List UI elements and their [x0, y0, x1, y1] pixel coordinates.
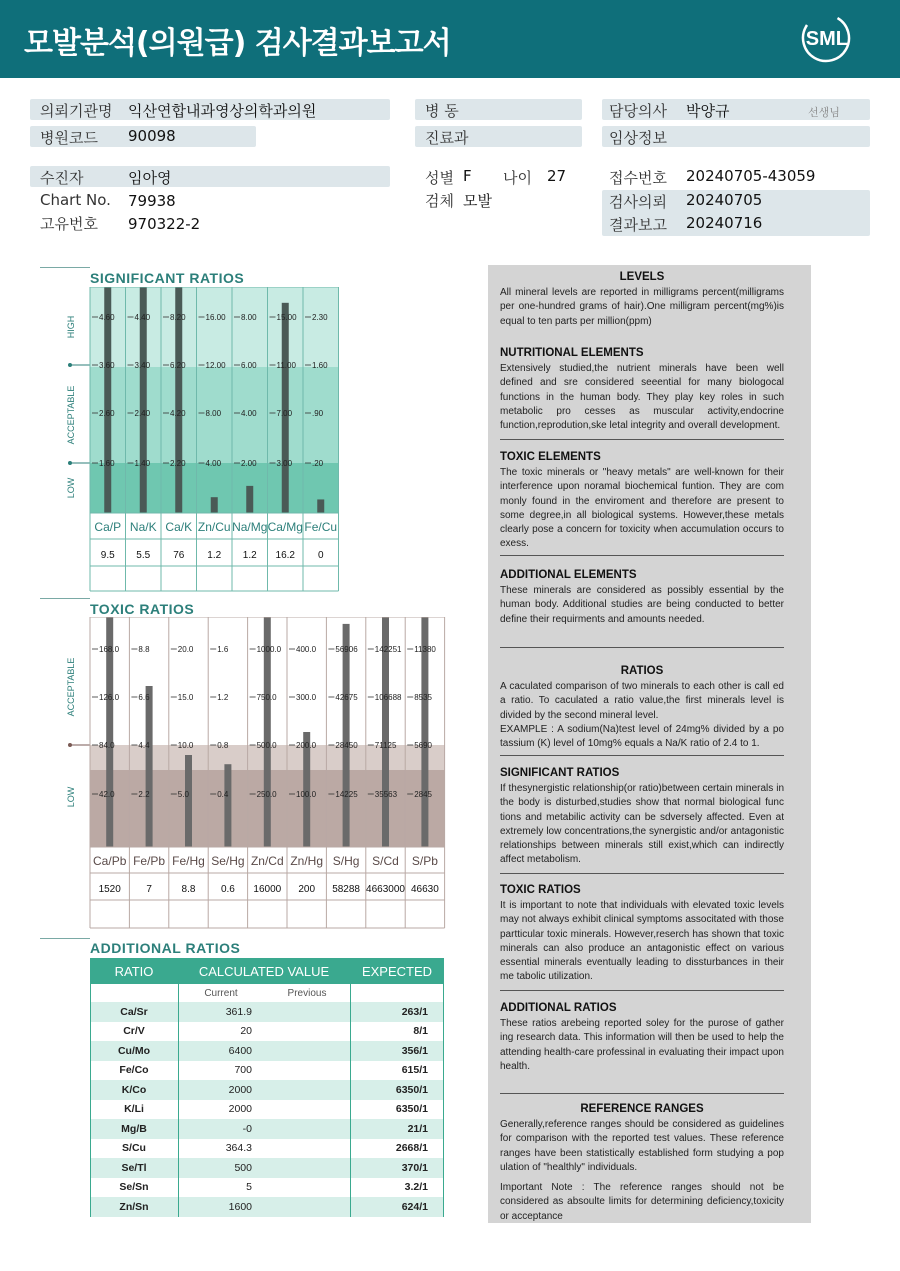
category-label-zn-cd: Zn/Cd: [250, 854, 284, 868]
value-label-na-mg: 1.2: [242, 550, 257, 561]
cell-expected: 370/1: [401, 1161, 428, 1174]
category-label-s-cd: S/Cd: [372, 854, 399, 868]
tick-label: 8535: [414, 693, 432, 702]
cell-current: 20: [240, 1025, 252, 1038]
additional-ratios-explanation-section: [500, 1002, 784, 1074]
ratios-text: A caculated comparison of two minerals to each other is call ed a ratio. To caculated a ratio value,the first minerals level is divided by the second mineral level.: [500, 681, 784, 721]
cell-current: 5: [246, 1181, 252, 1194]
important-note: Important Note : The reference ranges should not be considered as absoulte limits for determining deficiency,toxicity or acceptance: [500, 1182, 784, 1222]
cell-ratio: Ca/Sr: [120, 1005, 148, 1018]
tick-label: 12.00: [205, 361, 226, 370]
tick-label: 15.00: [276, 313, 297, 322]
significant-ratios-chart: [60, 287, 350, 592]
tick-label: 250.0: [256, 790, 277, 799]
bar-zn-cu: [211, 497, 218, 513]
tick-label: 4.4: [138, 741, 150, 750]
cell-expected: 21/1: [407, 1122, 428, 1135]
tick-label: 1.6: [217, 645, 229, 654]
tick-label: 42675: [335, 693, 358, 702]
additional-ratio-row: [90, 1061, 444, 1081]
reference-section: [500, 1103, 784, 1224]
tick-label: 3.40: [134, 361, 151, 370]
tick-label: .20: [312, 459, 324, 468]
nutritional-heading: NUTRITIONAL ELEMENTS: [500, 347, 644, 359]
cell-current: 2000: [228, 1083, 252, 1096]
zone-label-1: ACCEPTABLE: [66, 385, 76, 445]
additional-ratio-row: [90, 1119, 444, 1139]
bar-fe-hg: [185, 755, 192, 847]
tick-label: 1.2: [217, 693, 229, 702]
category-label-ca-pb: Ca/Pb: [93, 854, 127, 868]
tick-label: 8.8: [138, 645, 150, 654]
bar-na-mg: [246, 486, 253, 513]
significant-explanation-heading: SIGNIFICANT RATIOS: [500, 767, 620, 779]
tick-label: 4.40: [134, 313, 151, 322]
ratios-heading: RATIOS: [620, 665, 664, 677]
value-label-ca-pb: 1520: [98, 884, 121, 895]
bar-ca-mg: [282, 303, 289, 513]
tick-label: 3.00: [276, 459, 293, 468]
rule-4: [500, 755, 784, 756]
tick-label: 1.40: [134, 459, 151, 468]
tick-label: 100.0: [296, 790, 317, 799]
tick-label: 0.8: [217, 741, 229, 750]
tick-label: 1.60: [312, 361, 328, 370]
cell-current: 6400: [228, 1044, 252, 1057]
additional-ratios-title: ADDITIONAL RATIOS: [90, 940, 241, 956]
bar-se-hg: [224, 764, 231, 847]
report-title: 모발분석(의원급) 검사결과보고서: [24, 26, 451, 61]
tick-label: 2845: [414, 790, 432, 799]
additional-ratios-table: [90, 958, 444, 1217]
age-label: 나이: [503, 169, 532, 187]
toxic-ratios-explanation-text: It is important to note that individuals with elevated toxic levels may not always exhibit clinical symptoms associtated with those partticular toxic minerals. However,reserch has shown that toxic minerals can also produce an antagonistic effect on various essential minerals eventually leading to dissturbances in their me tabolic utilization.: [500, 900, 784, 983]
tick-label: 300.0: [296, 693, 317, 702]
age-value: 27: [547, 167, 567, 185]
toxic-ratios-chart: [60, 617, 450, 929]
tick-label: 1.60: [99, 459, 115, 468]
tick-label: 5690: [414, 741, 432, 750]
sex-value: F: [463, 167, 472, 185]
additional-ratio-row: [90, 1178, 444, 1198]
value-label-ca-mg: 16.2: [275, 550, 295, 561]
tick-label: 56906: [335, 645, 358, 654]
significant-explanation-text: If thesynergistic relationship(or ratio)between certain minerals in the body is disturbed,studies show that normal biological func tions and metabilic activity can be sdversely affected. Even at extremely low concentrations,the synergistic and/or antagonistic relationships between minerals still exist,which can indirectly affect metabolism.: [500, 783, 784, 866]
sig-title-rule: [40, 267, 90, 268]
toxic-elements-heading: TOXIC ELEMENTS: [500, 451, 601, 463]
levels-text: All mineral levels are reported in milligrams percent(milligrams per one-hundred grams of hair).One milligram percent(mg%)is equal to ten parts per million(ppm): [500, 287, 784, 327]
levels-section: [500, 271, 784, 329]
chart-no-value: 79938: [128, 192, 176, 210]
levels-heading: LEVELS: [619, 271, 665, 283]
tick-label: 6.6: [138, 693, 150, 702]
table-column-divider: [90, 984, 91, 1217]
receipt-value: 20240705-43059: [686, 167, 816, 185]
ward-label: 병 동: [425, 102, 459, 120]
zone-label-0: ACCEPTABLE: [66, 657, 76, 717]
dept-label: 진료과: [425, 129, 469, 147]
rule-6: [500, 990, 784, 991]
tick-label: 168.0: [99, 645, 120, 654]
cell-expected: 263/1: [401, 1005, 428, 1018]
value-label-fe-hg: 8.8: [181, 884, 196, 895]
patient-value: 임아영: [128, 169, 172, 187]
value-label-zn-cu: 1.2: [207, 550, 222, 561]
zone-label-1: LOW: [66, 786, 76, 808]
value-label-ca-k: 76: [173, 550, 185, 561]
tick-label: 8.00: [241, 313, 257, 322]
additional-ratio-row: [90, 1100, 444, 1120]
reference-heading: REFERENCE RANGES: [580, 1103, 704, 1115]
tick-label: 2.2: [138, 790, 150, 799]
tick-label: 400.0: [296, 645, 317, 654]
tox-title-rule: [40, 598, 90, 599]
tick-label: 2.60: [99, 409, 115, 418]
ratios-section: [500, 665, 784, 751]
tick-label: 11.00: [276, 361, 296, 370]
additional-ratio-row: [90, 1197, 444, 1217]
tick-label: 4.60: [99, 313, 115, 322]
toxic-ratios-explanation-heading: TOXIC RATIOS: [500, 884, 581, 896]
report-date-value: 20240716: [686, 214, 763, 232]
cell-current: 700: [234, 1064, 252, 1077]
category-label-fe-cu: Fe/Cu: [304, 520, 338, 534]
cell-ratio: Se/Sn: [119, 1181, 149, 1194]
hospital-code-value: 90098: [128, 127, 176, 145]
cell-current: 364.3: [225, 1142, 252, 1155]
rule-3: [500, 647, 784, 648]
toxic-ratios-title: TOXIC RATIOS: [90, 601, 195, 617]
table-column-divider: [443, 984, 444, 1217]
request-date-label: 검사의뢰: [609, 193, 667, 211]
toxic-ratios-svg: [60, 617, 450, 929]
value-label-zn-hg: 200: [298, 884, 316, 895]
institution-value: 익산연합내과영상의학과의원: [128, 102, 317, 120]
cell-current: 361.9: [225, 1005, 252, 1018]
rule-1: [500, 439, 784, 440]
patient-box: [30, 166, 390, 187]
value-label-s-hg: 58288: [332, 884, 361, 895]
significant-ratios-svg: [60, 287, 350, 592]
col-expected-header: EXPECTED: [361, 963, 433, 979]
col-previous-header: Previous: [287, 987, 327, 999]
unique-id-label: 고유번호: [40, 215, 98, 233]
cell-expected: 624/1: [401, 1200, 428, 1213]
toxic-elements-section: [500, 451, 784, 552]
additional-ratios-explanation-heading: ADDITIONAL RATIOS: [500, 1002, 617, 1014]
tick-label: 2.30: [312, 313, 328, 322]
cell-ratio: Cr/V: [123, 1025, 145, 1038]
tick-label: 2.20: [170, 459, 186, 468]
cell-ratio: Cu/Mo: [117, 1044, 151, 1057]
tick-label: 6.20: [170, 361, 186, 370]
tick-label: 106688: [374, 693, 402, 702]
additional-ratio-row: [90, 1002, 444, 1022]
doctor-suffix: 선생님: [808, 106, 840, 119]
value-label-ca-p: 9.5: [100, 550, 115, 561]
cell-expected: 6350/1: [395, 1083, 428, 1096]
cell-ratio: Fe/Co: [119, 1064, 149, 1077]
zone-band-0: [90, 287, 339, 367]
additional-ratios-explanation-text: These ratios arebeing reported soley for the purose of gather ing research data. This information will then be used to help the attending health-care professinal in evaluating their impact upon health.: [500, 1018, 784, 1072]
report-header: [0, 0, 900, 78]
clinical-label: 임상정보: [609, 129, 667, 147]
cell-expected: 2668/1: [395, 1142, 428, 1155]
nutritional-section: [500, 347, 784, 433]
sml-logo: SML: [805, 28, 848, 50]
value-label-se-hg: 0.6: [220, 884, 235, 895]
tick-label: 4.00: [205, 459, 222, 468]
additional-ratio-row: [90, 1022, 444, 1042]
tick-label: 5.0: [177, 790, 189, 799]
bar-fe-cu: [317, 499, 324, 513]
category-label-s-hg: S/Hg: [332, 854, 360, 868]
significant-explanation-section: [500, 767, 784, 868]
value-label-s-cd: 4663000: [366, 884, 405, 895]
value-label-fe-cu: 0: [317, 550, 324, 561]
rule-7: [500, 1093, 784, 1094]
tick-label: 35563: [374, 790, 398, 799]
additional-elements-heading: ADDITIONAL ELEMENTS: [500, 569, 637, 581]
request-date-value: 20240705: [686, 191, 763, 209]
cell-ratio: Zn/Sn: [119, 1200, 149, 1213]
add-table-subheader: [90, 984, 444, 1002]
zone-label-2: LOW: [66, 477, 76, 499]
tick-label: 7.00: [276, 409, 293, 418]
cell-current: -0: [242, 1122, 252, 1135]
category-label-zn-cu: Zn/Cu: [197, 520, 231, 534]
cell-current: 2000: [228, 1103, 252, 1116]
cell-ratio: S/Cu: [122, 1142, 146, 1155]
additional-ratio-row: [90, 1080, 444, 1100]
significant-ratios-title: SIGNIFICANT RATIOS: [90, 270, 245, 286]
toxic-elements-text: The toxic minerals or "heavy metals" are well-known for their interference upon noramal biochemical funtion. They are com monly found in the enviroment and therefore are present to some degree,in all biological systems. However,these metals clearly pose a concern for toxicity when accumulation occurs to exess.: [500, 467, 784, 550]
additional-elements-text: These minerals are considered as possibly essential by the human body. Additional studies are being conducted to better define their requirments and amounts needed.: [500, 585, 784, 625]
col-ratio-header: RATIO: [114, 963, 154, 979]
category-label-ca-k: Ca/K: [165, 520, 193, 534]
tick-label: 2.00: [241, 459, 257, 468]
bar-s-hg: [343, 624, 350, 847]
category-label-na-mg: Na/Mg: [232, 520, 268, 534]
cell-current: 1600: [228, 1200, 252, 1213]
tick-label: 16.00: [205, 313, 226, 322]
zone-marker-dot-0: [68, 743, 72, 747]
tick-label: 42.0: [99, 790, 115, 799]
ratios-example: EXAMPLE : A sodium(Na)test level of 24mg% divided by a po tassium (K) level of 10mg% equals a Na/K ratio of 2.4 to 1.: [500, 723, 784, 750]
value-label-fe-pb: 7: [146, 884, 152, 895]
value-label-s-pb: 46630: [410, 884, 439, 895]
add-table-body: [90, 984, 444, 1217]
category-label-ca-mg: Ca/Mg: [267, 520, 303, 534]
category-label-fe-hg: Fe/Hg: [172, 854, 205, 868]
report-date-label: 결과보고: [609, 216, 667, 234]
tick-label: 142251: [374, 645, 402, 654]
reference-text: Generally,reference ranges should be considered as guidelines for comparison with the reported test values. These reference ranges have been statistically established form studying a pop ulation of "healthly" individuals.: [500, 1119, 784, 1173]
tick-label: 10.0: [177, 741, 194, 750]
cell-expected: 356/1: [401, 1044, 428, 1057]
add-title-rule: [40, 938, 90, 939]
tick-label: 4.00: [241, 409, 257, 418]
institution-label: 의뢰기관명: [40, 102, 113, 120]
cell-expected: 8/1: [413, 1025, 428, 1038]
tick-label: 71125: [374, 741, 397, 750]
doctor-value: 박양규: [686, 102, 730, 120]
tick-label: 1000.0: [256, 645, 282, 654]
additional-elements-section: [500, 569, 784, 627]
category-label-ca-p: Ca/P: [94, 520, 122, 534]
zone-marker-dot-0: [68, 363, 72, 367]
category-label-s-pb: S/Pb: [411, 854, 438, 868]
value-label-zn-cd: 16000: [253, 884, 282, 895]
additional-ratio-row: [90, 1139, 444, 1159]
cell-ratio: K/Li: [124, 1103, 144, 1116]
additional-ratio-row: [90, 1041, 444, 1061]
tick-label: 3.60: [99, 361, 115, 370]
value-label-na-k: 5.5: [136, 550, 151, 561]
zone-label-0: HIGH: [66, 315, 76, 339]
col-current-header: Current: [204, 987, 238, 999]
add-table-header: [90, 958, 444, 984]
chart-no-label: Chart No.: [40, 191, 111, 209]
toxic-ratios-explanation-section: [500, 884, 784, 985]
tick-label: 84.0: [99, 741, 115, 750]
col-calculated-header: CALCULATED VALUE: [198, 963, 330, 979]
tick-label: 28450: [335, 741, 358, 750]
unique-id-value: 970322-2: [128, 215, 201, 233]
tick-label: 8.00: [205, 409, 222, 418]
zone-marker-dot-1: [68, 461, 72, 465]
category-label-se-hg: Se/Hg: [211, 854, 245, 868]
tick-label: 2.40: [134, 409, 151, 418]
receipt-label: 접수번호: [609, 169, 667, 187]
bar-fe-pb: [146, 686, 153, 847]
table-column-divider: [350, 984, 351, 1217]
rule-5: [500, 873, 784, 874]
sex-label: 성별: [425, 169, 454, 187]
cell-ratio: Mg/B: [121, 1122, 147, 1135]
tick-label: 6.00: [241, 361, 257, 370]
tick-label: 8.20: [170, 313, 186, 322]
tick-label: 4.20: [170, 409, 186, 418]
hospital-code-label: 병원코드: [40, 129, 98, 147]
table-column-divider: [178, 984, 179, 1217]
category-label-zn-hg: Zn/Hg: [290, 854, 324, 868]
tick-label: 20.0: [177, 645, 194, 654]
tick-label: 15.0: [177, 693, 194, 702]
tick-label: 14225: [335, 790, 358, 799]
specimen-value: 모발: [463, 192, 492, 210]
tick-label: 0.4: [217, 790, 229, 799]
tick-label: 200.0: [296, 741, 317, 750]
tick-label: 126.0: [99, 693, 120, 702]
cell-ratio: K/Co: [121, 1083, 147, 1096]
additional-ratio-row: [90, 1158, 444, 1178]
tick-label: .90: [312, 409, 324, 418]
cell-expected: 3.2/1: [404, 1181, 428, 1194]
specimen-label: 검체: [425, 192, 454, 210]
rule-2: [500, 555, 784, 556]
tick-label: 11380: [414, 645, 436, 654]
explanation-panel: [488, 265, 811, 1223]
cell-ratio: Se/Tl: [121, 1161, 147, 1174]
cell-current: 500: [234, 1161, 252, 1174]
category-label-fe-pb: Fe/Pb: [133, 854, 166, 868]
cell-expected: 615/1: [401, 1064, 428, 1077]
category-label-na-k: Na/K: [129, 520, 157, 534]
doctor-label: 담당의사: [609, 102, 667, 120]
tick-label: 500.0: [256, 741, 277, 750]
tick-label: 750.0: [256, 693, 277, 702]
patient-label: 수진자: [40, 169, 84, 187]
cell-expected: 6350/1: [395, 1103, 428, 1116]
nutritional-text: Extensively studied,the nutrient minerals have been well defined and sre considered seeential for many biologocal functions in the human body. They play key roles in such metabolic pro cesses as muscular activity,endocrine function,reprodution,ske letal integrity and overall development.: [500, 363, 784, 432]
